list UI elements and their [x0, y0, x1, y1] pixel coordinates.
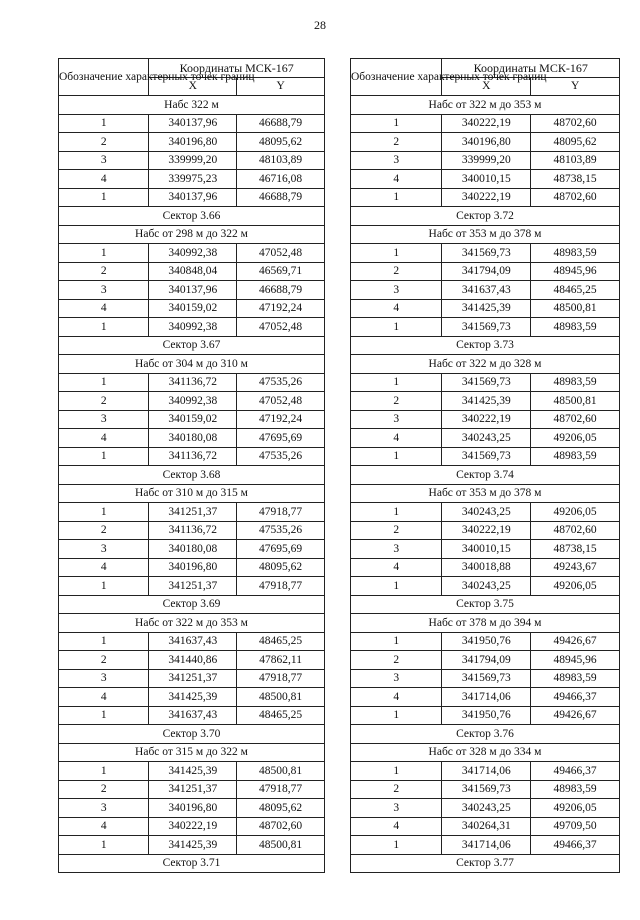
x-coordinate: 341425,39 [442, 299, 531, 318]
x-coordinate: 341950,76 [442, 706, 531, 725]
y-coordinate: 48945,96 [531, 651, 620, 670]
y-coordinate: 48702,60 [531, 188, 620, 207]
point-number: 1 [351, 706, 442, 725]
y-coordinate: 48095,62 [237, 558, 325, 577]
table-body-right [351, 96, 620, 873]
x-coordinate: 341251,37 [149, 503, 237, 522]
x-coordinate: 341794,09 [442, 262, 531, 281]
x-coordinate: 341251,37 [149, 669, 237, 688]
point-number: 4 [59, 299, 149, 318]
table-row [351, 114, 620, 133]
point-number: 1 [59, 762, 149, 781]
table-row [351, 318, 620, 337]
block-title: Набс от 353 м до 378 м [351, 484, 620, 503]
table-row [351, 447, 620, 466]
y-coordinate: 47052,48 [237, 318, 325, 337]
y-coordinate: 48500,81 [237, 688, 325, 707]
y-coordinate: 48738,15 [531, 170, 620, 189]
point-number: 2 [59, 392, 149, 411]
x-coordinate: 340243,25 [442, 503, 531, 522]
y-coordinate: 48983,59 [531, 373, 620, 392]
table-row [351, 836, 620, 855]
table-row [351, 577, 620, 596]
x-coordinate: 340222,19 [442, 188, 531, 207]
x-coordinate: 340196,80 [149, 799, 237, 818]
x-coordinate: 341136,72 [149, 521, 237, 540]
sector-label: Сектор 3.69 [59, 595, 325, 614]
table-row [351, 706, 620, 725]
y-coordinate: 48702,60 [531, 521, 620, 540]
point-number: 2 [59, 780, 149, 799]
x-coordinate: 340137,96 [149, 281, 237, 300]
column-header-point-label: Обозначение характерных точек границ [351, 59, 442, 96]
table-row [351, 299, 620, 318]
table-row [59, 281, 325, 300]
x-coordinate: 340222,19 [149, 817, 237, 836]
table-row [59, 706, 325, 725]
point-number: 3 [59, 540, 149, 559]
x-coordinate: 340222,19 [442, 410, 531, 429]
table-row [351, 392, 620, 411]
point-number: 2 [59, 521, 149, 540]
table-row [59, 836, 325, 855]
table-row [59, 447, 325, 466]
point-number: 2 [351, 392, 442, 411]
table-row [59, 299, 325, 318]
point-number: 1 [351, 577, 442, 596]
x-coordinate: 340137,96 [149, 114, 237, 133]
point-number: 1 [351, 632, 442, 651]
point-number: 2 [351, 521, 442, 540]
point-number: 4 [351, 558, 442, 577]
table-row [59, 780, 325, 799]
table-row [59, 429, 325, 448]
y-coordinate: 49426,67 [531, 706, 620, 725]
table-row [351, 410, 620, 429]
sector-label: Сектор 3.68 [59, 466, 325, 485]
point-number: 1 [59, 373, 149, 392]
column-header-y: Y [237, 77, 325, 96]
x-coordinate: 339999,20 [442, 151, 531, 170]
table-row [351, 133, 620, 152]
sector-label: Сектор 3.76 [351, 725, 620, 744]
point-number: 2 [351, 780, 442, 799]
y-coordinate: 47052,48 [237, 392, 325, 411]
block-title: Набс от 322 м до 328 м [351, 355, 620, 374]
x-coordinate: 340180,08 [149, 540, 237, 559]
y-coordinate: 47192,24 [237, 410, 325, 429]
point-number: 1 [59, 114, 149, 133]
y-coordinate: 48983,59 [531, 780, 620, 799]
sector-label: Сектор 3.77 [351, 854, 620, 873]
y-coordinate: 47052,48 [237, 244, 325, 263]
column-header-coord-system: Координаты МСК-167 [442, 59, 620, 78]
point-number: 4 [59, 817, 149, 836]
point-number: 1 [59, 503, 149, 522]
table-row [59, 651, 325, 670]
y-coordinate: 47192,24 [237, 299, 325, 318]
table-row [59, 521, 325, 540]
y-coordinate: 48500,81 [237, 762, 325, 781]
y-coordinate: 48465,25 [237, 706, 325, 725]
point-number: 3 [59, 151, 149, 170]
sector-label: Сектор 3.72 [351, 207, 620, 226]
table-row [351, 817, 620, 836]
y-coordinate: 47695,69 [237, 540, 325, 559]
point-number: 1 [351, 762, 442, 781]
y-coordinate: 48702,60 [531, 114, 620, 133]
x-coordinate: 340010,15 [442, 170, 531, 189]
table-row [351, 762, 620, 781]
table-row [351, 188, 620, 207]
x-coordinate: 340010,15 [442, 540, 531, 559]
point-number: 1 [351, 318, 442, 337]
table-row [351, 244, 620, 263]
x-coordinate: 340264,31 [442, 817, 531, 836]
x-coordinate: 340992,38 [149, 318, 237, 337]
table-row [59, 373, 325, 392]
y-coordinate: 48983,59 [531, 244, 620, 263]
block-title: Набс от 298 м до 322 м [59, 225, 325, 244]
point-number: 1 [351, 188, 442, 207]
point-number: 1 [59, 577, 149, 596]
table-row [59, 632, 325, 651]
x-coordinate: 341714,06 [442, 688, 531, 707]
block-title: Набс от 322 м до 353 м [351, 96, 620, 115]
table-row [59, 244, 325, 263]
point-number: 1 [59, 447, 149, 466]
table-row [59, 669, 325, 688]
x-coordinate: 341569,73 [442, 447, 531, 466]
column-header-x: X [442, 77, 531, 96]
table-row [351, 262, 620, 281]
point-number: 1 [351, 503, 442, 522]
y-coordinate: 47862,11 [237, 651, 325, 670]
y-coordinate: 46688,79 [237, 281, 325, 300]
point-number: 2 [59, 133, 149, 152]
sector-label: Сектор 3.67 [59, 336, 325, 355]
y-coordinate: 48702,60 [531, 410, 620, 429]
y-coordinate: 48945,96 [531, 262, 620, 281]
y-coordinate: 46688,79 [237, 114, 325, 133]
y-coordinate: 48095,62 [237, 133, 325, 152]
y-coordinate: 47918,77 [237, 780, 325, 799]
x-coordinate: 341425,39 [149, 688, 237, 707]
table-row [59, 540, 325, 559]
point-number: 1 [59, 244, 149, 263]
y-coordinate: 49709,50 [531, 817, 620, 836]
point-number: 1 [351, 114, 442, 133]
x-coordinate: 341714,06 [442, 762, 531, 781]
point-number: 1 [351, 836, 442, 855]
table-row [59, 817, 325, 836]
point-number: 1 [59, 188, 149, 207]
table-row [59, 503, 325, 522]
column-header-x: X [149, 77, 237, 96]
point-number: 3 [351, 281, 442, 300]
point-number: 2 [351, 262, 442, 281]
table-row [351, 669, 620, 688]
point-number: 4 [351, 299, 442, 318]
table-row [59, 133, 325, 152]
y-coordinate: 48095,62 [237, 799, 325, 818]
sector-label: Сектор 3.74 [351, 466, 620, 485]
block-title: Набс от 322 м до 353 м [59, 614, 325, 633]
x-coordinate: 341569,73 [442, 780, 531, 799]
table-row [351, 170, 620, 189]
point-number: 3 [351, 151, 442, 170]
block-title: Набс от 353 м до 378 м [351, 225, 620, 244]
y-coordinate: 49206,05 [531, 799, 620, 818]
point-number: 4 [351, 170, 442, 189]
x-coordinate: 340222,19 [442, 521, 531, 540]
x-coordinate: 340848,04 [149, 262, 237, 281]
y-coordinate: 48983,59 [531, 669, 620, 688]
x-coordinate: 340018,88 [442, 558, 531, 577]
x-coordinate: 341794,09 [442, 651, 531, 670]
x-coordinate: 341714,06 [442, 836, 531, 855]
point-number: 2 [59, 651, 149, 670]
table-row [59, 114, 325, 133]
x-coordinate: 340196,80 [149, 558, 237, 577]
block-title: Набс от 310 м до 315 м [59, 484, 325, 503]
y-coordinate: 49206,05 [531, 429, 620, 448]
y-coordinate: 48465,25 [531, 281, 620, 300]
sector-label: Сектор 3.75 [351, 595, 620, 614]
y-coordinate: 47918,77 [237, 503, 325, 522]
point-number: 3 [351, 799, 442, 818]
x-coordinate: 341569,73 [442, 373, 531, 392]
y-coordinate: 48095,62 [531, 133, 620, 152]
x-coordinate: 341637,43 [442, 281, 531, 300]
point-number: 4 [59, 170, 149, 189]
y-coordinate: 49243,67 [531, 558, 620, 577]
y-coordinate: 47918,77 [237, 577, 325, 596]
x-coordinate: 340222,19 [442, 114, 531, 133]
x-coordinate: 340180,08 [149, 429, 237, 448]
table-row [351, 521, 620, 540]
table-row [351, 799, 620, 818]
point-number: 1 [351, 244, 442, 263]
x-coordinate: 341569,73 [442, 244, 531, 263]
x-coordinate: 340196,80 [149, 133, 237, 152]
table-row [59, 577, 325, 596]
x-coordinate: 341425,39 [149, 836, 237, 855]
sector-label: Сектор 3.73 [351, 336, 620, 355]
x-coordinate: 341569,73 [442, 318, 531, 337]
block-title: Набс от 328 м до 334 м [351, 743, 620, 762]
y-coordinate: 48465,25 [237, 632, 325, 651]
column-header-coord-system: Координаты МСК-167 [149, 59, 325, 78]
x-coordinate: 339975,23 [149, 170, 237, 189]
table-row [59, 151, 325, 170]
x-coordinate: 341251,37 [149, 780, 237, 799]
point-number: 1 [59, 632, 149, 651]
x-coordinate: 340137,96 [149, 188, 237, 207]
table-row [351, 151, 620, 170]
table-row [351, 429, 620, 448]
column-header-point-label: Обозначение характерных точек границ [59, 59, 149, 96]
y-coordinate: 46716,08 [237, 170, 325, 189]
point-number: 1 [59, 706, 149, 725]
y-coordinate: 49466,37 [531, 688, 620, 707]
y-coordinate: 48702,60 [237, 817, 325, 836]
block-title: Набс от 304 м до 310 м [59, 355, 325, 374]
x-coordinate: 341251,37 [149, 577, 237, 596]
point-number: 4 [351, 429, 442, 448]
table-row [59, 318, 325, 337]
table-row [351, 558, 620, 577]
y-coordinate: 47535,26 [237, 447, 325, 466]
y-coordinate: 47535,26 [237, 373, 325, 392]
x-coordinate: 341637,43 [149, 632, 237, 651]
table-row [351, 373, 620, 392]
y-coordinate: 49206,05 [531, 503, 620, 522]
point-number: 3 [59, 799, 149, 818]
table-row [59, 799, 325, 818]
y-coordinate: 49466,37 [531, 836, 620, 855]
y-coordinate: 49426,67 [531, 632, 620, 651]
y-coordinate: 47535,26 [237, 521, 325, 540]
point-number: 2 [351, 651, 442, 670]
point-number: 1 [59, 836, 149, 855]
point-number: 1 [351, 373, 442, 392]
point-number: 3 [59, 410, 149, 429]
point-number: 2 [351, 133, 442, 152]
x-coordinate: 341950,76 [442, 632, 531, 651]
point-number: 3 [351, 540, 442, 559]
y-coordinate: 48500,81 [531, 299, 620, 318]
table-row [59, 762, 325, 781]
y-coordinate: 48103,89 [237, 151, 325, 170]
table-row [351, 503, 620, 522]
table-row [351, 632, 620, 651]
point-number: 4 [59, 688, 149, 707]
x-coordinate: 341637,43 [149, 706, 237, 725]
point-number: 4 [59, 558, 149, 577]
table-row [59, 558, 325, 577]
y-coordinate: 47695,69 [237, 429, 325, 448]
x-coordinate: 341136,72 [149, 447, 237, 466]
x-coordinate: 340196,80 [442, 133, 531, 152]
x-coordinate: 341425,39 [149, 762, 237, 781]
table-row [59, 688, 325, 707]
point-number: 3 [59, 281, 149, 300]
table-body-left [59, 96, 325, 873]
table-row [59, 262, 325, 281]
x-coordinate: 340243,25 [442, 799, 531, 818]
y-coordinate: 48738,15 [531, 540, 620, 559]
point-number: 1 [351, 447, 442, 466]
point-number: 3 [351, 669, 442, 688]
x-coordinate: 340243,25 [442, 577, 531, 596]
table-row [351, 651, 620, 670]
x-coordinate: 340159,02 [149, 410, 237, 429]
table-row [59, 188, 325, 207]
x-coordinate: 340243,25 [442, 429, 531, 448]
point-number: 4 [351, 817, 442, 836]
y-coordinate: 48500,81 [531, 392, 620, 411]
sector-label: Сектор 3.71 [59, 854, 325, 873]
x-coordinate: 341425,39 [442, 392, 531, 411]
x-coordinate: 341136,72 [149, 373, 237, 392]
table-row [351, 688, 620, 707]
table-row [59, 410, 325, 429]
y-coordinate: 47918,77 [237, 669, 325, 688]
y-coordinate: 48983,59 [531, 318, 620, 337]
x-coordinate: 339999,20 [149, 151, 237, 170]
x-coordinate: 341440,86 [149, 651, 237, 670]
column-header-y: Y [531, 77, 620, 96]
y-coordinate: 49466,37 [531, 762, 620, 781]
sector-label: Сектор 3.66 [59, 207, 325, 226]
sector-label: Сектор 3.70 [59, 725, 325, 744]
y-coordinate: 49206,05 [531, 577, 620, 596]
point-number: 1 [59, 318, 149, 337]
table-row [351, 281, 620, 300]
y-coordinate: 48103,89 [531, 151, 620, 170]
y-coordinate: 46569,71 [237, 262, 325, 281]
point-number: 3 [351, 410, 442, 429]
x-coordinate: 341569,73 [442, 669, 531, 688]
page-number: 28 [314, 18, 326, 32]
coordinates-table-right [350, 58, 620, 873]
coordinates-table-left [58, 58, 325, 873]
block-title: Набс 322 м [59, 96, 325, 115]
point-number: 3 [59, 669, 149, 688]
point-number: 4 [59, 429, 149, 448]
point-number: 2 [59, 262, 149, 281]
block-title: Набс от 315 м до 322 м [59, 743, 325, 762]
block-title: Набс от 378 м до 394 м [351, 614, 620, 633]
table-row [59, 392, 325, 411]
x-coordinate: 340159,02 [149, 299, 237, 318]
x-coordinate: 340992,38 [149, 392, 237, 411]
y-coordinate: 48500,81 [237, 836, 325, 855]
y-coordinate: 46688,79 [237, 188, 325, 207]
table-row [351, 540, 620, 559]
table-row [59, 170, 325, 189]
x-coordinate: 340992,38 [149, 244, 237, 263]
table-row [351, 780, 620, 799]
y-coordinate: 48983,59 [531, 447, 620, 466]
point-number: 4 [351, 688, 442, 707]
